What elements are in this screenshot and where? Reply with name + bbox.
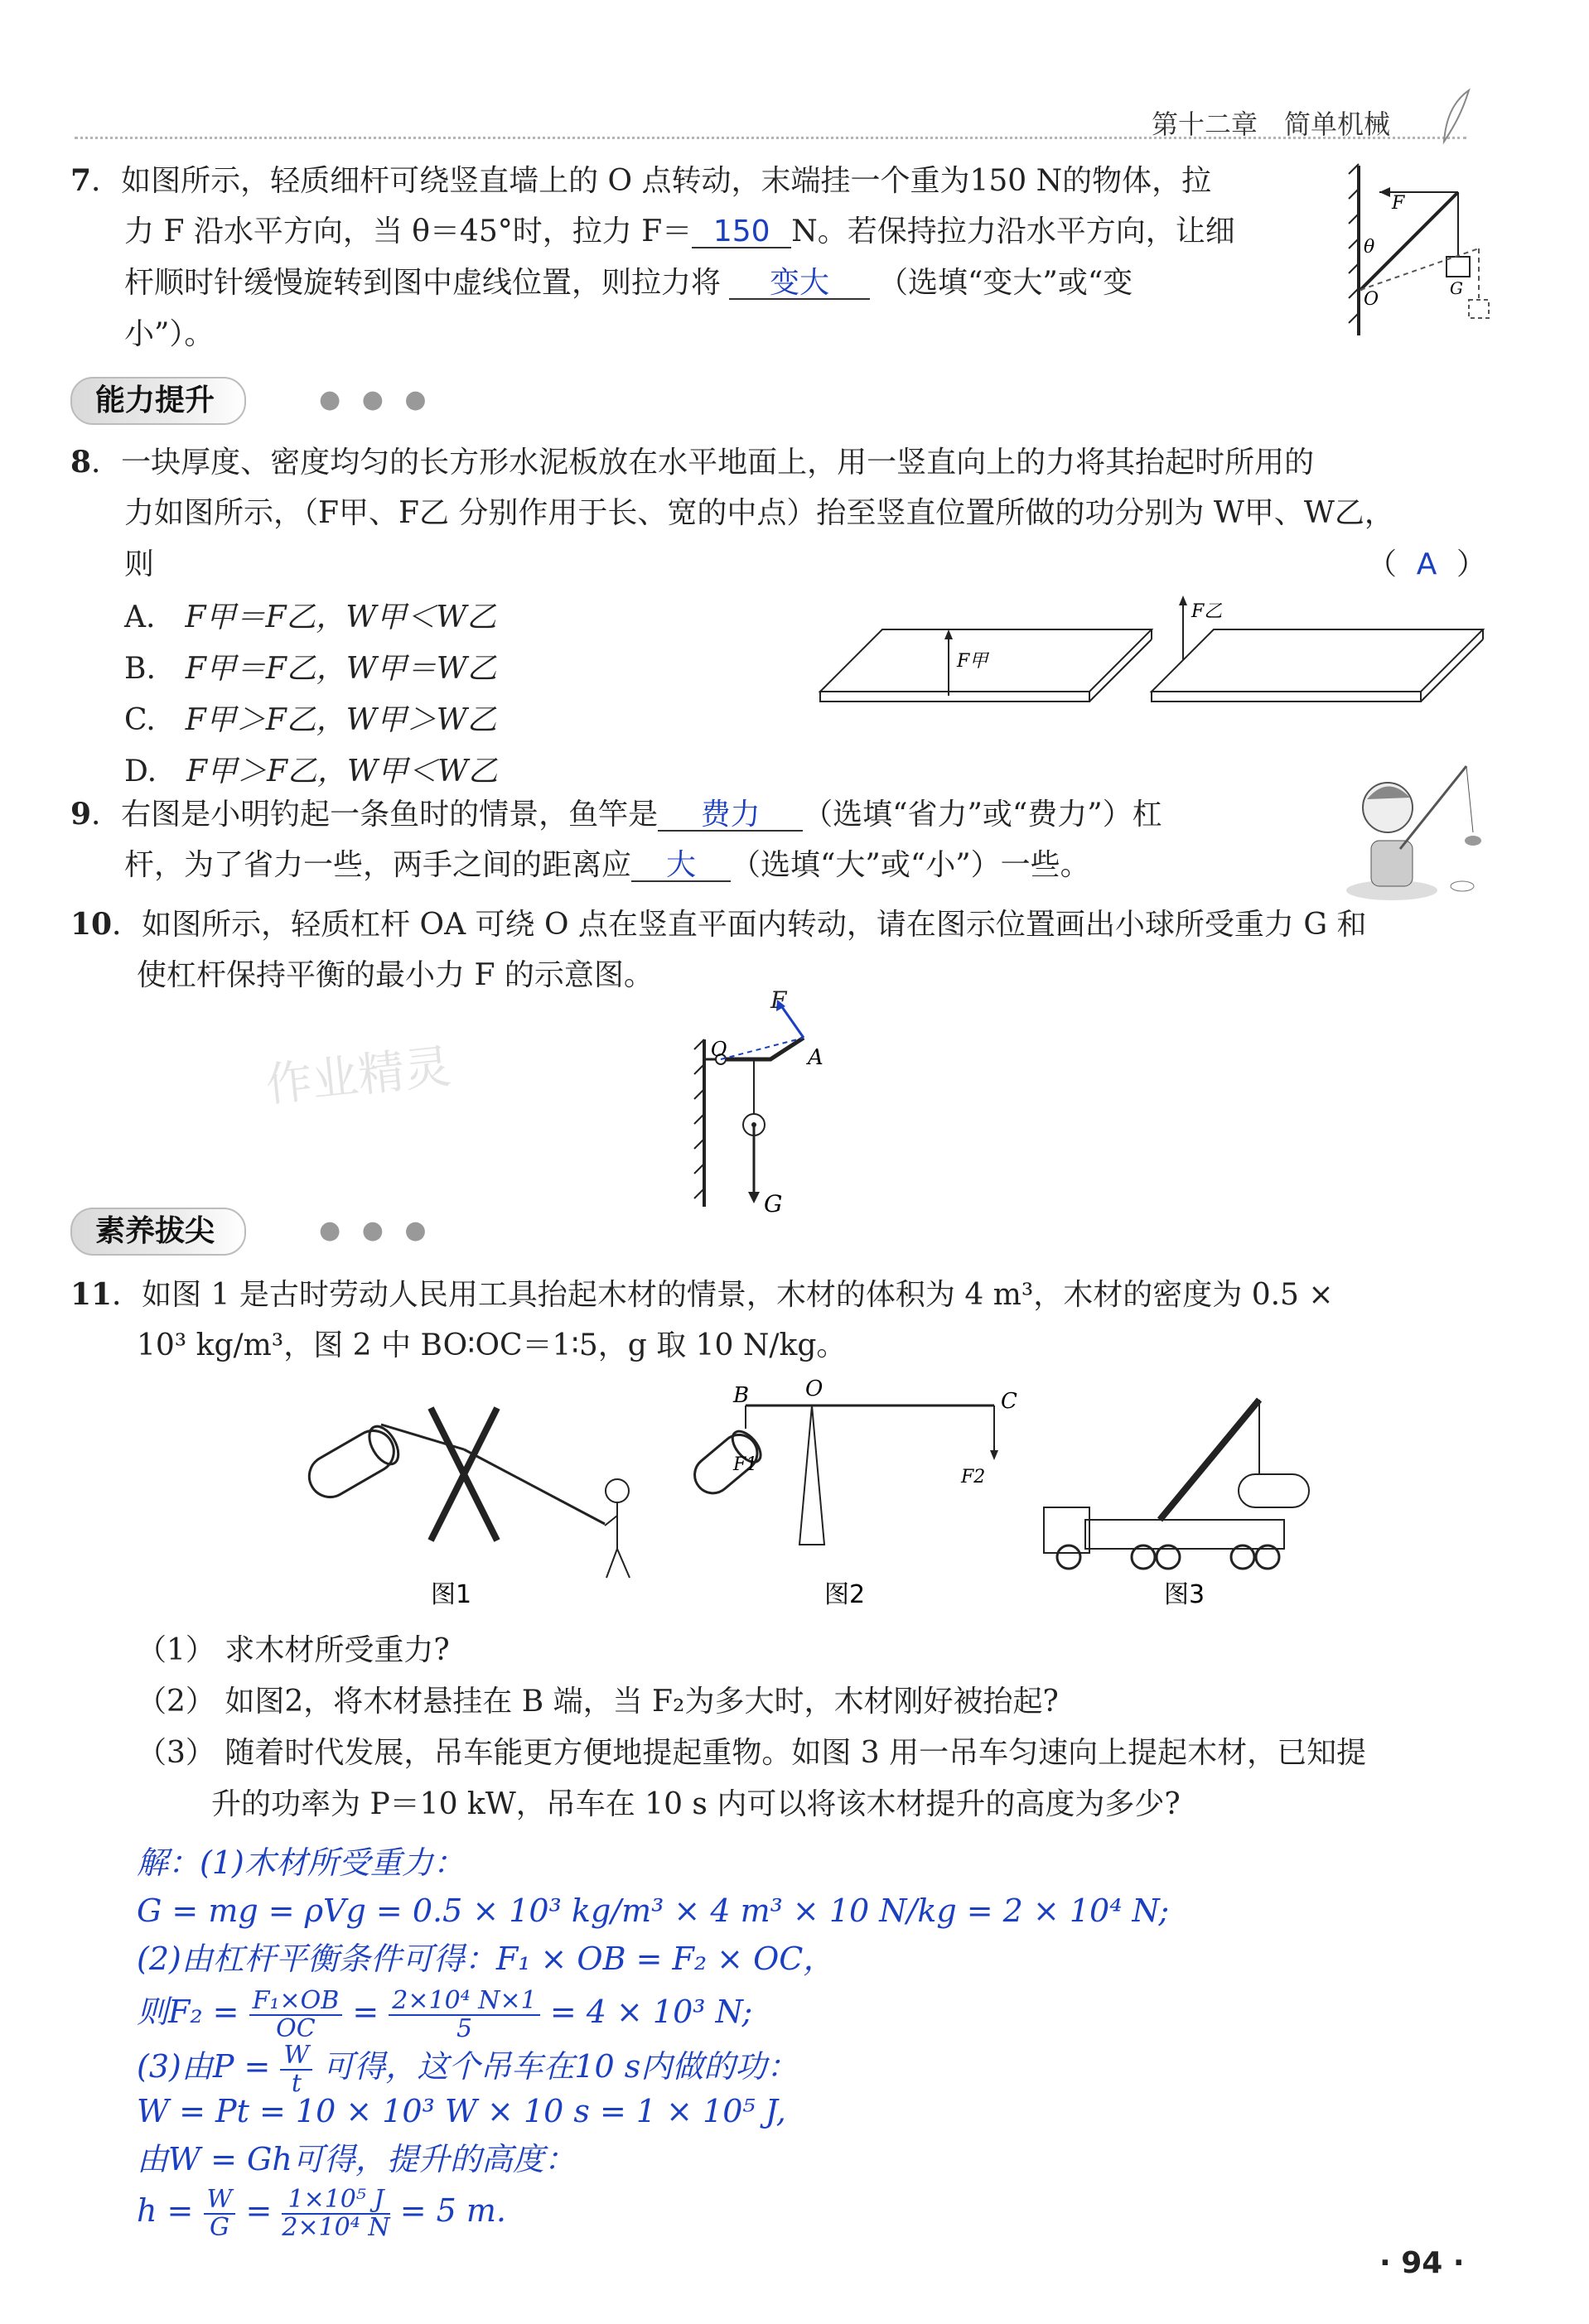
q11-parts: [137, 1633, 1495, 1835]
q8-option-a-text: F甲＝F乙，W甲＜W乙: [185, 600, 497, 634]
fraction-2-denominator: 5: [456, 2013, 473, 2043]
page-number: · 94 ·: [1379, 2246, 1465, 2280]
q11-fig2-label-O: O: [805, 1377, 823, 1401]
q8-option-c-label: C.: [124, 703, 156, 737]
q11-line1: ．如图 1 是古时劳动人民用工具抬起木材的情景，木材的体积为 4 m³，木材的密度为 0.5 ×: [112, 1278, 1334, 1312]
fraction-4-numerator: W: [204, 2187, 236, 2215]
q7-answer-2: 变大: [770, 266, 830, 300]
q7-line2b: N。若保持拉力沿水平方向，让细: [791, 215, 1235, 248]
q9-blank-1: [658, 800, 803, 832]
q10-line1: ．如图所示，轻质杠杆 OA 可绕 O 点在竖直平面内转动，请在图示位置画出小球所受重力 G 和: [112, 908, 1367, 942]
q8-line2: 力如图所示，（F甲、F乙 分别作用于长、宽的中点）抬至竖直位置所做的功分别为 W甲、W乙，: [124, 496, 1394, 530]
section-top-dots: ● ● ●: [319, 1216, 433, 1245]
solution-line-7: 由W = Gh可得，提升的高度：: [137, 2141, 576, 2177]
q8-figure: [812, 592, 1491, 716]
fishing-boy-illustration: [1342, 758, 1491, 903]
fraction-f1-ob-oc: [249, 1988, 343, 2042]
q11-figure-2: [663, 1371, 1027, 1615]
q7-line3a: 杆顺时针缓慢旋转到图中虚线位置，则拉力将: [124, 266, 722, 300]
q7-line1: ．如图所示，轻质细杆可绕竖直墙上的 O 点转动，末端挂一个重为150 N的物体，拉: [91, 164, 1212, 198]
q7-figure: [1342, 157, 1491, 344]
q8-fig-label-f1: F甲: [957, 651, 988, 672]
q7-fig-label-O: O: [1364, 289, 1379, 310]
q11-fig1-caption: 图1: [431, 1580, 472, 1609]
fraction-1e5-over-2e4: [282, 2187, 389, 2240]
solution-line-2: G = mg = ρVg = 0.5 × 10³ kg/m³ × 4 m³ × 10 N/kg = 2 × 10⁴ N;: [137, 1892, 1170, 1929]
q11-fig3-caption: 图3: [1164, 1580, 1205, 1609]
fraction-3-numerator: W: [280, 2042, 312, 2071]
solution-line-8-post: = 5 m.: [399, 2192, 506, 2229]
section-ability-dots: ● ● ●: [319, 385, 433, 414]
q7-blank-1: [692, 217, 791, 248]
q11-fig2-label-B: B: [733, 1383, 750, 1408]
q7-line3b: （选填“变大”或“变: [878, 266, 1133, 300]
solution-line-8-pre: h =: [137, 2192, 194, 2229]
solution-line-5-pre: (3)由P =: [137, 2048, 271, 2085]
solution-line-1: 解：(1)木材所受重力：: [137, 1844, 465, 1881]
q7-answer-1: 150: [712, 215, 770, 248]
fraction-w-over-t: [280, 2042, 312, 2096]
q9-answer-2: 大: [666, 848, 697, 882]
q10-figure: [688, 990, 886, 1226]
q11-fig2-caption: 图2: [824, 1580, 866, 1609]
q9-line2a: 杆，为了省力一些，两手之间的距离应: [124, 848, 632, 882]
q11-part-1: （1） 求木材所受重力?: [137, 1633, 450, 1667]
q10-fig-label-F: F: [770, 990, 787, 1014]
solution-line-4-post: = 4 × 10³ N;: [549, 1994, 753, 2030]
q9-line1b: （选填“省力”或“费力”）杠: [803, 798, 1162, 832]
q10-fig-label-A: A: [808, 1045, 823, 1070]
q11-number: 11: [70, 1277, 113, 1312]
section-top-badge: 素养拔尖: [70, 1208, 246, 1256]
solution-line-4-pre: 则F₂ =: [137, 1994, 239, 2030]
q11-part-3-cont: 升的功率为 P＝10 kW，吊车在 10 s 内可以将该木材提升的高度为多少?: [211, 1787, 1181, 1821]
q9-line1a: ．右图是小明钓起一条鱼时的情景，鱼竿是: [91, 798, 659, 832]
q10-fig-label-O: O: [711, 1038, 727, 1061]
q7-line2a: 力 F 沿水平方向，当 θ＝45°时，拉力 F＝: [124, 215, 693, 248]
q8-option-d-text: F甲＞F乙，W甲＜W乙: [186, 755, 499, 788]
question-7: [70, 163, 1363, 356]
q8-option-d-label: D.: [124, 755, 157, 788]
q7-line4: 小”）。: [124, 317, 215, 351]
q10-line2: 使杠杆保持平衡的最小力 F 的示意图。: [137, 958, 654, 992]
q11-fig2-label-F1: F1: [733, 1454, 758, 1475]
q11-part-3: （3） 随着时代发展，吊车能更方便地提起重物。如图 3 用一吊车匀速向上提起木材，已知提: [137, 1736, 1367, 1770]
q8-option-c-text: F甲＞F乙，W甲＞W乙: [185, 703, 497, 737]
solution-line-3: (2)由杠杆平衡条件可得：F₁ × OB = F₂ × OC，: [137, 1941, 835, 1977]
fraction-1-numerator: F₁×OB: [249, 1988, 343, 2016]
chapter-title: 第十二章 简单机械: [1152, 108, 1391, 140]
q7-fig-label-F: F: [1392, 193, 1405, 214]
q8-option-b-text: F甲＝F乙，W甲＝W乙: [185, 652, 497, 686]
q8-fig-label-f2: F乙: [1191, 601, 1223, 622]
q8-paren-right: ）: [1456, 547, 1487, 581]
fraction-1-denominator: OC: [276, 2013, 316, 2043]
q8-option-a-label: A.: [124, 600, 156, 634]
q7-fig-label-G: G: [1450, 278, 1463, 298]
q11-fig2-label-F2: F2: [961, 1467, 986, 1487]
solution-line-5-post: 可得，这个吊车在10 s内做的功：: [322, 2048, 799, 2085]
q9-answer-1: 费力: [700, 798, 761, 832]
fraction-w-over-g: [204, 2187, 236, 2240]
solution-line-6: W = Pt = 10 × 10³ W × 10 s = 1 × 10⁵ J,: [137, 2093, 786, 2129]
q10-number: 10: [70, 907, 113, 942]
q11-fig2-label-C: C: [1001, 1389, 1017, 1414]
q9-number: 9: [70, 797, 92, 832]
q8-paren-left: （: [1367, 547, 1398, 581]
q11-solution: [137, 1844, 1495, 2242]
q11-figure-1: [290, 1400, 663, 1615]
solution-line-8-eq: =: [245, 2192, 273, 2229]
q8-number: 8: [70, 445, 92, 480]
feather-icon: [1437, 87, 1475, 145]
watermark-text: 作业精灵: [263, 1039, 454, 1113]
q11-figure-3: [1036, 1383, 1350, 1615]
q8-answer: A: [1416, 547, 1437, 581]
q7-number: 7: [70, 163, 92, 198]
q8-line3: 则: [124, 547, 155, 581]
q11-part-2: （2） 如图2，将木材悬挂在 B 端，当 F₂为多大时，木材刚好被抬起?: [137, 1685, 1059, 1719]
question-9: [70, 799, 1363, 899]
fraction-2e4-over-5: [389, 1988, 539, 2042]
q7-fig-label-theta: θ: [1364, 237, 1375, 258]
q11-line2: 10³ kg/m³，图 2 中 BO∶OC＝1∶5，g 取 10 N/kg。: [137, 1328, 847, 1362]
q9-blank-2: [631, 848, 731, 882]
q7-blank-2: [729, 268, 870, 300]
q9-line2b: （选填“大”或“小”）一些。: [731, 848, 1090, 882]
q8-line1: ．一块厚度、密度均匀的长方形水泥板放在水平地面上，用一竖直向上的力将其抬起时所用的: [91, 446, 1315, 480]
fraction-2-numerator: 2×10⁴ N×1: [389, 1988, 539, 2016]
q8-option-b-label: B.: [124, 652, 156, 686]
fraction-5-numerator: 1×10⁵ J: [282, 2187, 389, 2215]
fraction-4-denominator: G: [209, 2212, 229, 2242]
section-ability-badge: 能力提升: [70, 377, 246, 425]
q10-fig-label-G: G: [764, 1190, 783, 1217]
solution-line-4-eq: =: [352, 1994, 379, 2030]
fraction-3-denominator: t: [291, 2068, 302, 2098]
fraction-5-denominator: 2×10⁴ N: [282, 2212, 390, 2242]
